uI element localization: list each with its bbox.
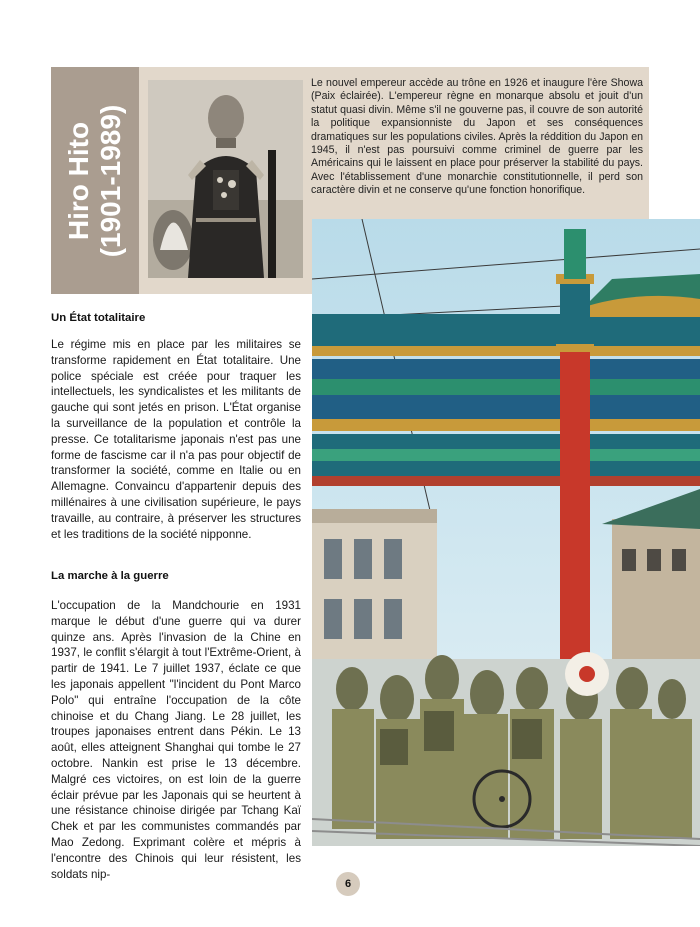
comic-illustration <box>312 219 700 846</box>
page-number: 6 <box>336 872 360 896</box>
bio-text: Le nouvel empereur accède au trône en 1926 et inaugure l'ère Showa (Paix éclairée). L'empereur règne en monarque absolu et jouit d'un statut quasi divin. Même s'il ne gouverne pas, il couvre de son autorité la politique expansionniste du Japon et ses conséquences dramatiques sur les populations civiles. Après la réddition du Japon en 1945, il n'est pas poursuivi comme criminel de guerre par les Américains qui le laissent en place pour préserver la stabilité du pays. Avec l'établissement d'une monarchie constitutionnelle, il perd son caractère divin et ne conserve qu'une fonction honorifique. <box>311 77 643 197</box>
portrait-photo <box>148 80 303 278</box>
bio-dates: (1901-1989) <box>95 104 126 258</box>
street-scene-drawing <box>312 219 700 846</box>
section-text: L'occupation de la Mandchourie en 1931 marque le début d'une guerre qui va durer quinze ans. Après l'invasion de la Chine en 1937, le conflit s'élargit à tout l'Extrême-Orient, à partir de 1941. Le 7 juillet 1937, éclate ce que les japonais appellent "l'incident du Pont Marco Polo" qui entraîne l'occupation de la côte chinoise et du Chang Jiang. Le 28 juillet, les troupes japonaises entrent dans Pékin. Le 13 août, elles atteignent Shanghai qui tombe le 27 octobre. Nankin est prise le 13 décembre. Malgré ces victoires, on est loin de la guerre éclair prévue par les Japonais qui se heurtent à une résistance chinoise dirigée par Tchang Kaï Chek et par les communistes commandés par Mao Zedong. Exprimant colère et mépris à l'encontre des Chinois qui leur résistent, les soldats nip- <box>51 599 301 881</box>
bio-name-title <box>63 105 127 258</box>
section-text: Le régime mis en place par les militaires se transforme rapidement en État totalitaire. Une police spéciale est créée pour traquer les intellectuels, les syndicalistes et les militants de gauche qui sont jetés en prison. L'État organise la surveillance de la population et contrôle la presse. Ce totalitarisme japonais n'est pas une forme de fascisme car il n'a pas pour objectif de transformer la société, comme en Italie ou en Allemagne. Convaincu d'appartenir depuis des millénaires à une civilisation supérieure, le pays travaille, au contraire, à préserver les structures et les traditions de la société nipponne. <box>51 338 301 541</box>
bio-name: Hiro Hito <box>63 121 94 241</box>
portrait-illustration <box>148 80 303 278</box>
section-heading: La marche à la guerre <box>51 570 169 582</box>
section-heading: Un État totalitaire <box>51 312 146 324</box>
